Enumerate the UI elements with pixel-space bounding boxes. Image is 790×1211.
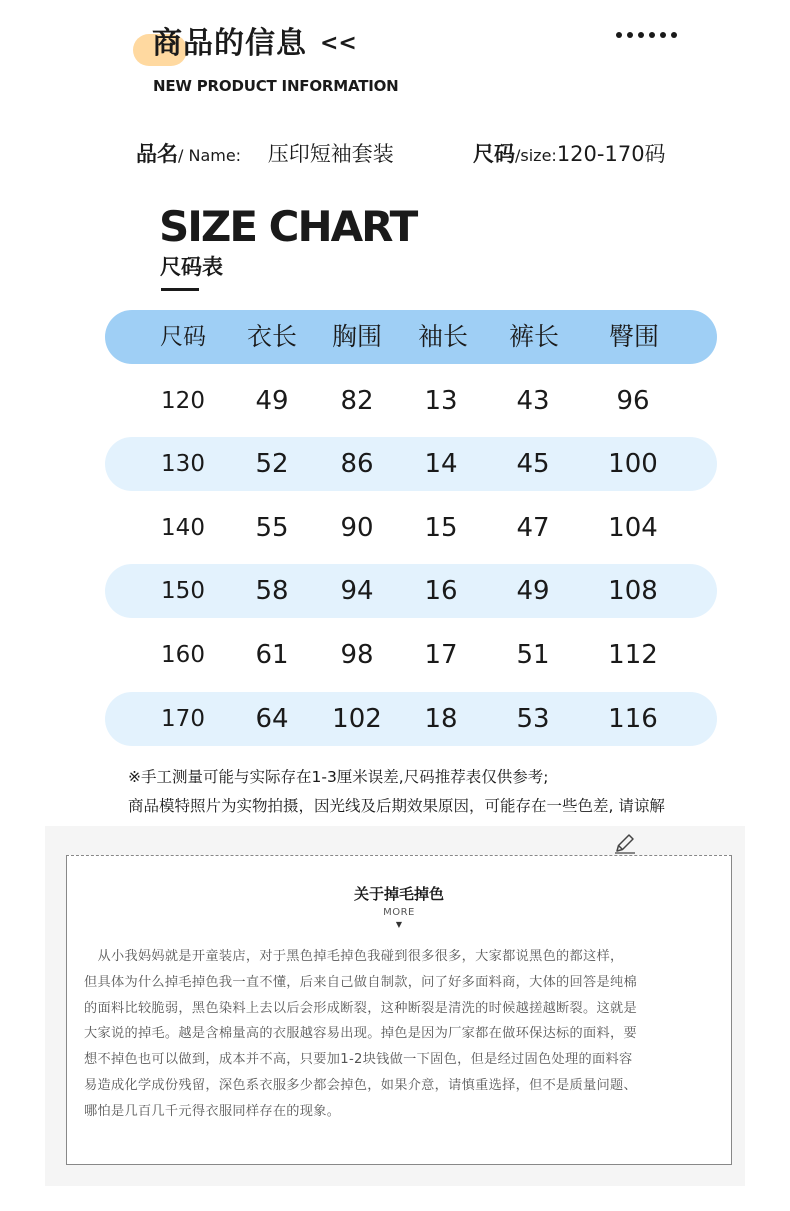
table-cell: 112 — [608, 639, 658, 670]
paragraph-line: 想不掉色也可以做到，成本并不高，只要加1-2块钱做一下固色，但是经过固色处理的面料容 — [84, 1052, 633, 1068]
paragraph-line: 易造成化学成份残留，深色系衣服多少都会掉色，如果介意，请慎重选择，但不是质量问题、 — [84, 1077, 637, 1093]
paragraph-line: 大家说的掉毛。越是含棉量高的衣服越容易出现。掉色是因为厂家都在做环保达标的面料，要 — [84, 1026, 637, 1042]
section-title: 商品的信息 — [152, 26, 307, 61]
table-cell: 96 — [616, 385, 650, 416]
table-cell: 82 — [340, 385, 374, 416]
table-row — [105, 501, 717, 555]
column-header: 衣长 — [246, 322, 297, 351]
card-paragraph — [84, 944, 716, 1125]
more-label: MORE — [383, 907, 415, 918]
size-chart-title: SIZE CHART — [159, 202, 417, 251]
size-table — [105, 310, 717, 755]
table-cell: 52 — [255, 449, 289, 480]
table-cell: 47 — [516, 512, 550, 543]
column-header: 袖长 — [417, 322, 468, 351]
size-label-en: /size: — [515, 146, 557, 165]
table-cell: 49 — [516, 576, 550, 607]
table-cell: 94 — [340, 576, 374, 607]
triangle-down-icon: ▼ — [395, 920, 403, 929]
table-cell: 116 — [608, 703, 658, 734]
table-cell: 43 — [516, 385, 550, 416]
double-chevron-left-icon: << — [320, 31, 357, 56]
table-cell: 140 — [161, 514, 205, 541]
table-cell: 49 — [255, 385, 289, 416]
table-row — [105, 628, 717, 682]
color-difference-note: 商品模特照片为实物拍摄，因光线及后期效果原因，可能存在一些色差, 请谅解 — [128, 797, 665, 815]
size-range-value: 120-170码 — [556, 142, 666, 166]
product-name-value: 压印短袖套装 — [267, 142, 394, 166]
table-cell: 102 — [332, 703, 382, 734]
measurement-note: ※手工测量可能与实际存在1-3厘米误差,尺码推荐表仅供参考; — [128, 768, 549, 786]
more-dots-icon — [616, 32, 677, 38]
table-cell: 15 — [424, 512, 458, 543]
size-chart-subtitle: 尺码表 — [160, 255, 223, 279]
table-cell: 150 — [161, 578, 205, 605]
section-subtitle: NEW PRODUCT INFORMATION — [153, 77, 399, 95]
table-header-row — [105, 310, 717, 364]
table-cell: 160 — [161, 641, 205, 668]
table-cell: 14 — [424, 449, 458, 480]
card-title: 关于掉毛掉色 — [353, 885, 444, 903]
table-cell: 86 — [340, 449, 374, 480]
table-cell: 55 — [255, 512, 289, 543]
table-cell: 45 — [516, 449, 550, 480]
table-cell: 130 — [161, 451, 205, 478]
table-cell: 120 — [161, 387, 205, 414]
table-row — [105, 692, 717, 746]
paragraph-line: 的面料比较脆弱，黑色染料上去以后会形成断裂，这种断裂是清洗的时候越搓越断裂。这就是 — [84, 1000, 637, 1016]
table-row — [105, 564, 717, 618]
table-cell: 98 — [340, 639, 374, 670]
table-cell: 51 — [516, 639, 550, 670]
table-cell: 61 — [255, 639, 289, 670]
column-header: 裤长 — [508, 322, 559, 351]
table-cell: 100 — [608, 449, 658, 480]
table-row — [105, 374, 717, 428]
table-cell: 17 — [424, 639, 458, 670]
table-row — [105, 437, 717, 491]
pencil-icon — [614, 832, 636, 854]
paragraph-line: 从小我妈妈就是开童装店，对于黑色掉毛掉色我碰到很多很多，大家都说黑色的都这样， — [84, 949, 624, 964]
table-cell: 18 — [424, 703, 458, 734]
table-cell: 64 — [255, 703, 289, 734]
column-header: 胸围 — [331, 322, 382, 351]
table-cell: 16 — [424, 576, 458, 607]
table-cell: 58 — [255, 576, 289, 607]
paragraph-line: 哪怕是几百几千元得衣服同样存在的现象。 — [84, 1103, 341, 1119]
table-cell: 170 — [161, 705, 205, 732]
table-cell: 90 — [340, 512, 374, 543]
table-cell: 53 — [516, 703, 550, 734]
product-name-line — [136, 140, 394, 170]
name-label-cn: 品名 — [136, 142, 178, 166]
column-header: 臀围 — [608, 322, 659, 351]
size-label-cn: 尺码 — [473, 142, 515, 166]
name-label-en: / Name: — [178, 146, 242, 165]
title-underline — [161, 288, 199, 291]
paragraph-line: 但具体为什么掉毛掉色我一直不懂，后来自己做自制款，问了好多面料商，大体的回答是纯棉 — [84, 974, 637, 990]
table-cell: 104 — [608, 512, 658, 543]
product-size-line — [473, 140, 666, 170]
table-cell: 13 — [424, 385, 458, 416]
table-cell: 108 — [608, 576, 658, 607]
column-header: 尺码 — [160, 324, 206, 350]
